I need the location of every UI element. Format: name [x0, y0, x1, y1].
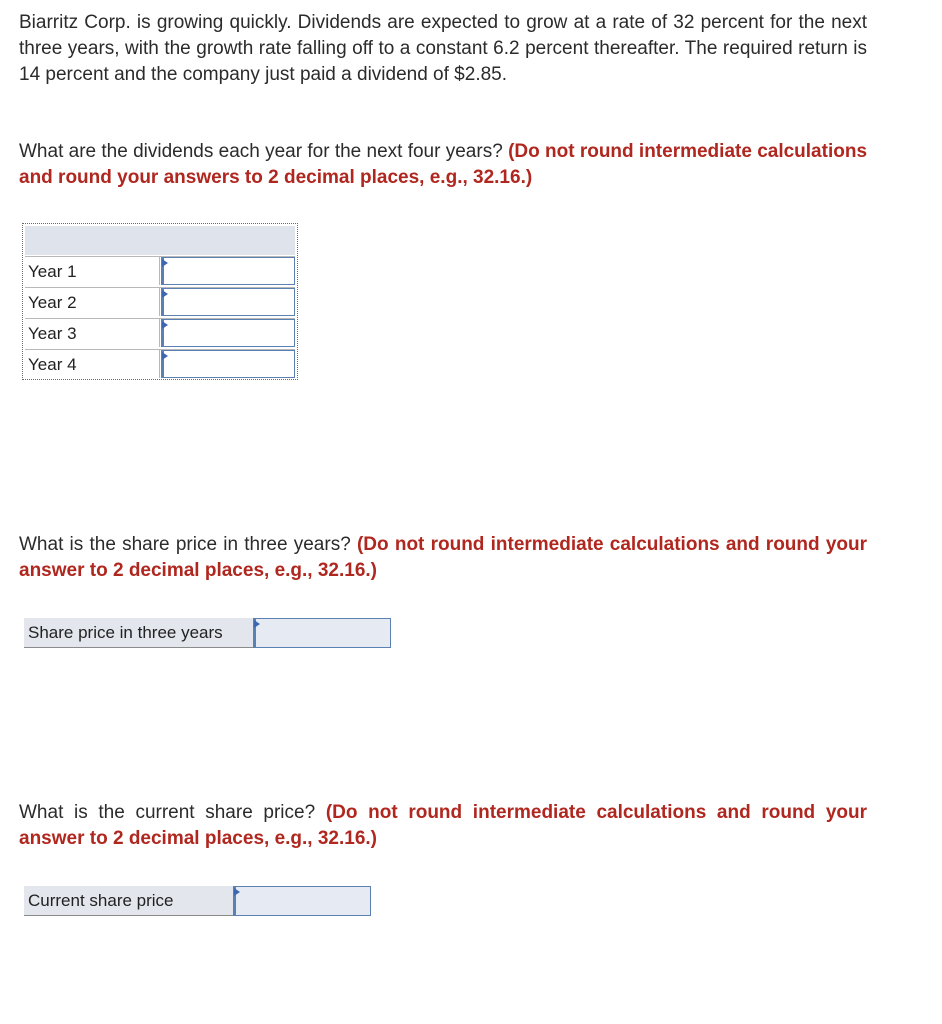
dividends-row-label: Year 1 — [28, 262, 77, 281]
question-current-share-price-hint: (Do not round intermediate calculations and round your answer to 2 decimal places, e.g., 32.16.) — [19, 802, 867, 849]
share-price-three-years-label-box — [24, 618, 253, 648]
current-share-price-row — [24, 886, 371, 916]
question-dividends-hint: (Do not round intermediate calculations and round your answers to 2 decimal places, e.g., 32.16.) — [19, 141, 868, 188]
dividend-year-3-input[interactable] — [161, 319, 295, 347]
share-price-three-years-label: Share price in three years — [28, 623, 223, 642]
dividends-row-year-3 — [25, 318, 295, 347]
dividends-row-year-4 — [25, 349, 295, 378]
dividends-row-label: Year 2 — [28, 293, 77, 312]
question-share-price-three-years-prompt: What is the share price in three years? — [19, 534, 351, 555]
answer-flag-icon — [162, 321, 168, 329]
dividends-row-label: Year 4 — [28, 355, 77, 374]
current-share-price-label: Current share price — [28, 891, 174, 910]
question-share-price-three-years-hint: (Do not round intermediate calculations and round your answer to 2 decimal places, e.g., 32.16.) — [19, 534, 868, 581]
dividend-year-2-input[interactable] — [161, 288, 295, 316]
dividends-table — [22, 223, 298, 380]
dividend-year-1-input[interactable] — [161, 257, 295, 285]
answer-flag-icon — [234, 888, 240, 896]
current-share-price-input[interactable] — [233, 886, 371, 916]
question-dividends-prompt: What are the dividends each year for the next four years? — [19, 141, 503, 162]
dividends-row-label: Year 3 — [28, 324, 77, 343]
dividends-table-header — [25, 226, 295, 255]
current-share-price-label-box — [24, 886, 233, 916]
question-current-share-price — [19, 800, 867, 852]
answer-flag-icon — [162, 352, 168, 360]
answer-flag-icon — [162, 290, 168, 298]
question-dividends — [19, 139, 867, 191]
question-current-share-price-prompt: What is the current share price? — [19, 802, 316, 823]
answer-flag-icon — [254, 620, 260, 628]
share-price-three-years-row — [24, 618, 392, 648]
dividend-year-4-input[interactable] — [161, 350, 295, 378]
question-share-price-three-years — [19, 532, 867, 584]
share-price-three-years-input[interactable] — [253, 618, 391, 648]
problem-statement — [19, 10, 867, 88]
dividends-row-year-2 — [25, 287, 295, 316]
problem-text: Biarritz Corp. is growing quickly. Dividends are expected to grow at a rate of 32 percent for the next three years, with the growth rate falling off to a constant 6.2 percent thereafter. The required return is 14 percent and the company just paid a dividend of $2.85. — [19, 12, 867, 85]
answer-flag-icon — [162, 259, 168, 267]
dividends-row-year-1 — [25, 256, 295, 285]
